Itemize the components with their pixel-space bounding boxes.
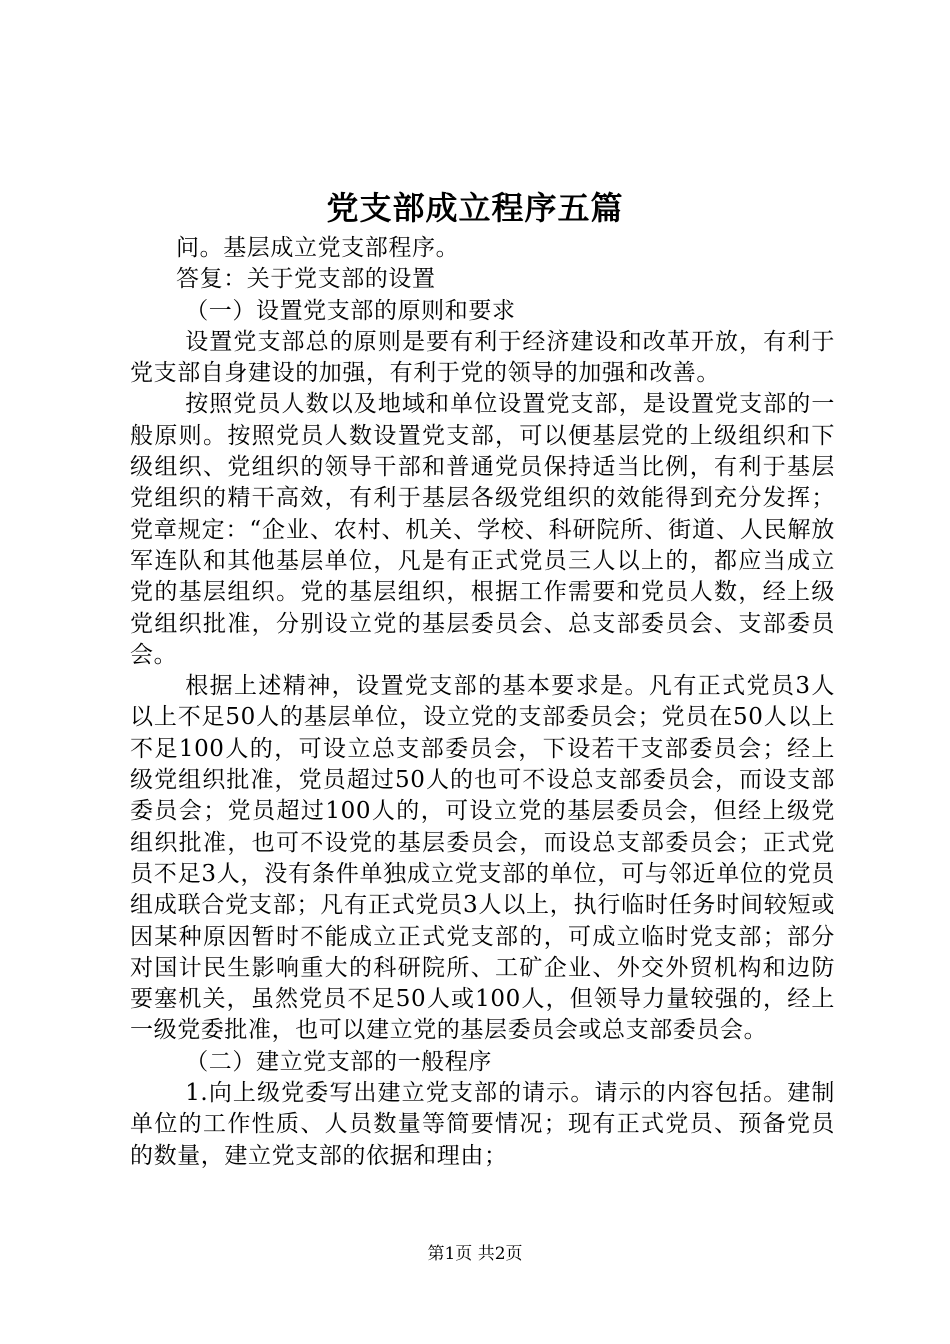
paragraph-principle: 设置党支部总的原则是要有利于经济建设和改革开放，有利于党支部自身建设的加强，有利于党的领导的加强和改善。 xyxy=(130,328,835,387)
section-heading-2: （二）建立党支部的一般程序 xyxy=(185,1048,492,1075)
paragraph-requirements: 根据上述精神，设置党支部的基本要求是。凡有正式党员3人以上不足50人的基层单位，设立党的支部委员会；党员在50人以上不足100人的，可设立总支部委员会，下设若干支部委员会；经上级党组织批准，党员超过50人的也可不设总支部委员会，而设支部委员会；党员超过100人的，可设立党的基层委员会，但经上级党组织批准，也可不设党的基层委员会，而设总支部委员会；正式党员不足3人，没有条件单独成立党支部的单位，可与邻近单位的党员组成联合党支部；凡有正式党员3人以上，执行临时任务时间较短或因某种原因暂时不能成立正式党支部的，可成立临时党支部；部分对国计民生影响重大的科研院所、工矿企业、外交外贸机构和边防要塞机关，虽然党员不足50人或100人，但领导力量较强的，经上一级党委批准，也可以建立党的基层委员会或总支部委员会。 xyxy=(130,673,835,1044)
paragraph-step-1: 1.向上级党委写出建立党支部的请示。请示的内容包括。建制单位的工作性质、人员数量等简要情况；现有正式党员、预备党员的数量，建立党支部的依据和理由； xyxy=(130,1080,835,1169)
document-body xyxy=(130,233,835,1172)
paragraph-question: 问。基层成立党支部程序。 xyxy=(176,235,460,261)
paragraph-answer: 答复：关于党支部的设置 xyxy=(176,266,436,293)
paragraph-member-count: 按照党员人数以及地域和单位设置党支部，是设置党支部的一般原则。按照党员人数设置党支部，可以便基层党的上级组织和下级组织、党组织的领导干部和普通党员保持适当比例，有利于基层党组织的精干高效，有利于基层各级党组织的效能得到充分发挥；党章规定：“企业、农村、机关、学校、科研院所、街道、人民解放军连队和其他基层单位，凡是有正式党员三人以上的，都应当成立党的基层组织。党的基层组织，根据工作需要和党员人数，经上级党组织批准，分别设立党的基层委员会、总支部委员会、支部委员会。 xyxy=(130,391,835,668)
document-title: 党支部成立程序五篇 xyxy=(326,189,624,227)
page-footer: 第1页 共2页 xyxy=(427,1244,523,1264)
section-heading-1: （一）设置党支部的原则和要求 xyxy=(185,297,516,324)
